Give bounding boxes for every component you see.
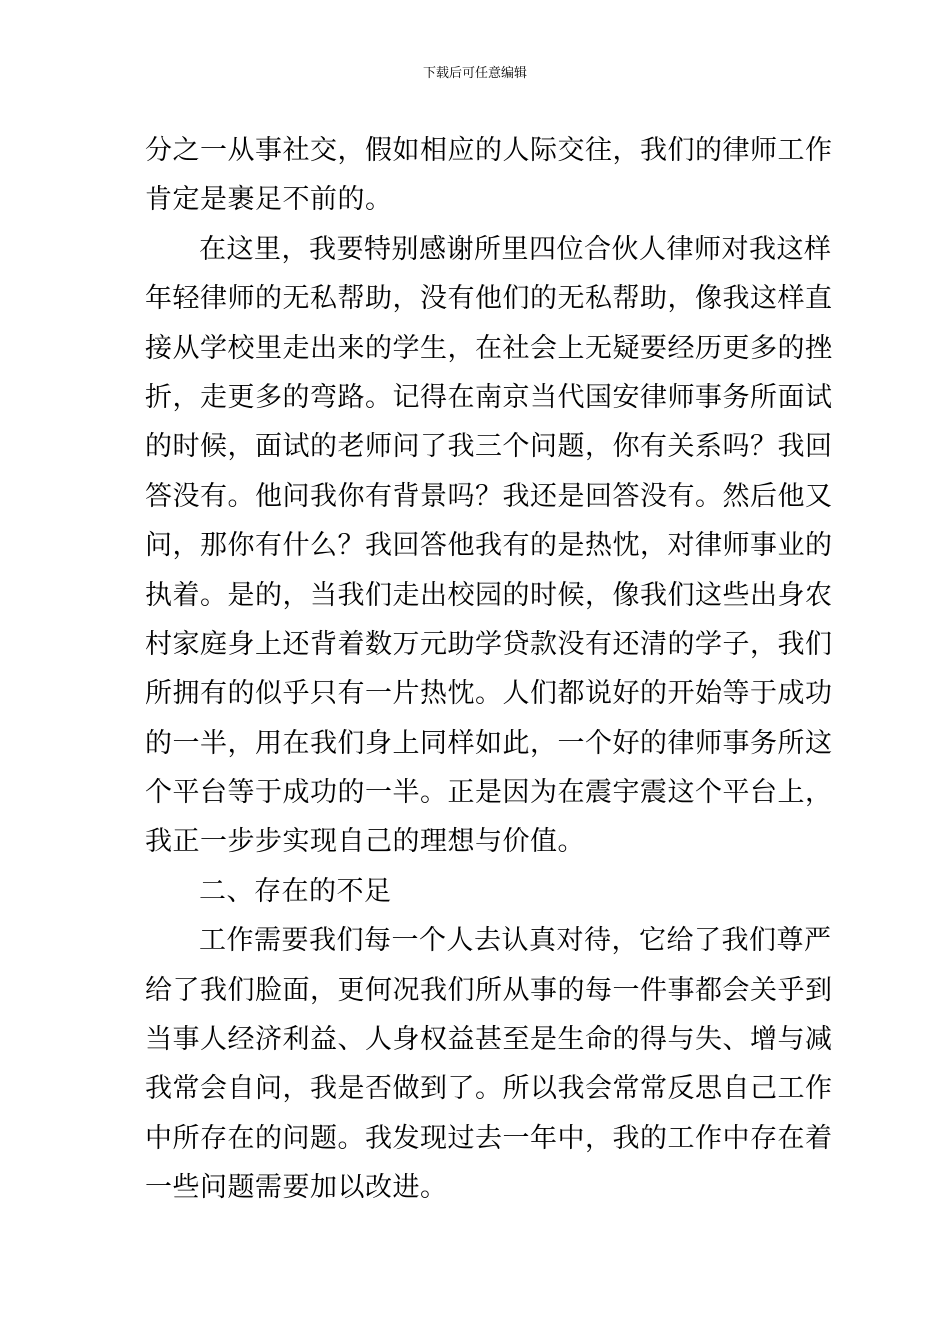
- text-line: 我常会自问，我是否做到了。所以我会常常反思自己工作: [145, 1073, 833, 1105]
- text-line: 分之一从事社交，假如相应的人际交往，我们的律师工作: [145, 135, 833, 166]
- text-line: 当事人经济利益、人身权益甚至是生命的得与失、增与减: [145, 1024, 833, 1056]
- text-line: 肯定是裹足不前的。: [145, 184, 393, 216]
- page-header: 下载后可任意编辑: [422, 66, 527, 81]
- text-line: 的时候，面试的老师问了我三个问题，你有关系吗？我回: [145, 431, 833, 463]
- text-line: 接从学校里走出来的学生，在社会上无疑要经历更多的挫: [145, 332, 833, 364]
- text-line: 年轻律师的无私帮助，没有他们的无私帮助，像我这样直: [145, 283, 833, 315]
- text-line: 一些问题需要加以改进。: [145, 1172, 448, 1204]
- text-line: 给了我们脸面，更何况我们所从事的每一件事都会关乎到: [145, 974, 833, 1006]
- text-line: 问，那你有什么？我回答他我有的是热忱，对律师事业的: [145, 530, 833, 562]
- paragraph-start-line: 工作需要我们每一个人去认真对待，它给了我们尊严: [199, 925, 832, 957]
- text-line: 的一半，用在我们身上同样如此，一个好的律师事务所这: [145, 727, 833, 759]
- text-line: 个平台等于成功的一半。正是因为在震宇震这个平台上，: [145, 777, 833, 809]
- text-line: 我正一步步实现自己的理想与价值。: [145, 826, 585, 858]
- text-line: 折，走更多的弯路。记得在南京当代国安律师事务所面试: [145, 381, 833, 413]
- section-heading: 二、存在的不足: [199, 875, 392, 907]
- text-line: 村家庭身上还背着数万元助学贷款没有还清的学子，我们: [145, 628, 833, 660]
- paragraph-start-line: 在这里，我要特别感谢所里四位合伙人律师对我这样: [199, 233, 832, 265]
- text-line: 中所存在的问题。我发现过去一年中，我的工作中存在着: [145, 1122, 833, 1154]
- document-body: [145, 126, 833, 1213]
- text-line: 答没有。他问我你有背景吗？我还是回答没有。然后他又: [145, 480, 833, 512]
- text-line: 所拥有的似乎只有一片热忱。人们都说好的开始等于成功: [145, 678, 833, 710]
- text-line: 执着。是的，当我们走出校园的时候，像我们这些出身农: [145, 579, 833, 611]
